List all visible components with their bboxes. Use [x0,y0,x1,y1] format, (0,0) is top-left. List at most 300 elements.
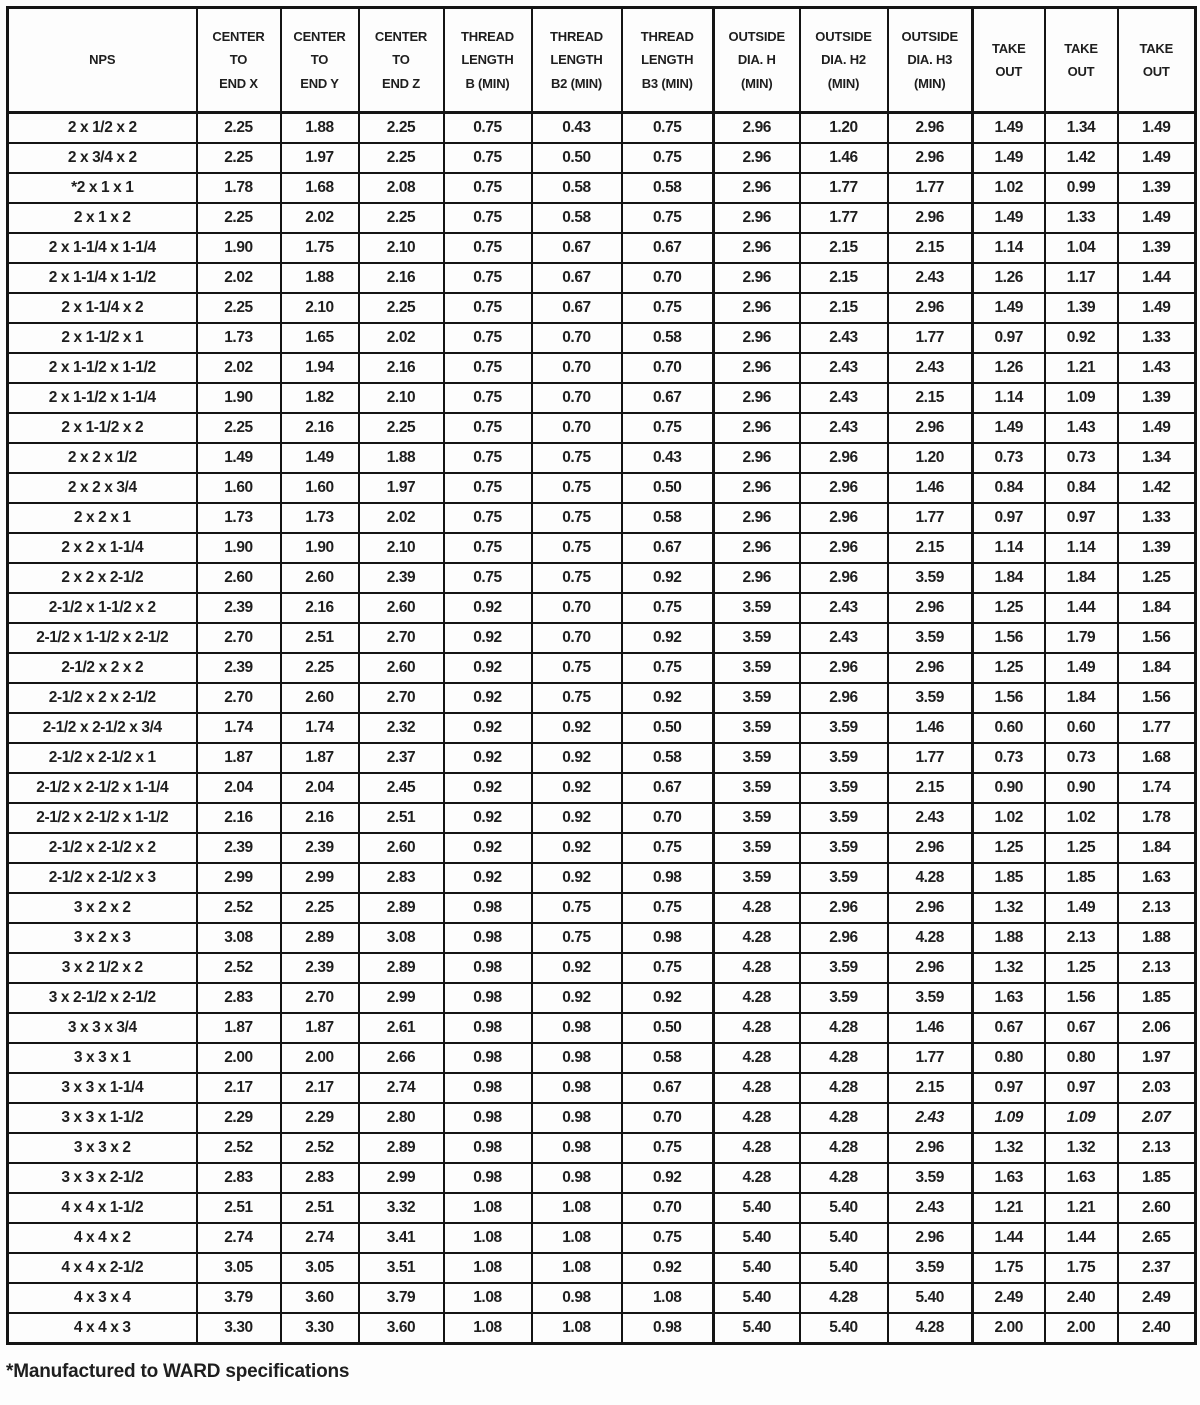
value-cell: 0.50 [622,473,714,503]
value-cell: 3.60 [281,1283,359,1313]
column-header-nps [8,8,197,113]
column-header-line: (MIN) [827,75,860,91]
table-row [8,173,1196,203]
value-cell: 0.97 [1045,1073,1118,1103]
table-row [8,1133,1196,1163]
nps-cell: 4 x 3 x 4 [8,1283,197,1313]
value-cell: 0.75 [444,563,532,593]
table-row [8,1253,1196,1283]
nps-cell: 2-1/2 x 2-1/2 x 3 [8,863,197,893]
value-cell: 0.98 [532,1283,622,1313]
value-cell: 2.43 [888,1103,973,1133]
value-cell: 0.98 [444,1103,532,1133]
value-cell: 2.16 [281,593,359,623]
value-cell: 0.58 [622,743,714,773]
value-cell: 1.34 [1045,113,1118,144]
value-cell: 3.59 [714,713,800,743]
value-cell: 3.59 [888,623,973,653]
value-cell: 2.70 [359,623,444,653]
value-cell: 5.40 [888,1283,973,1313]
value-cell: 2.60 [1118,1193,1196,1223]
table-body [8,113,1196,1344]
value-cell: 1.44 [973,1223,1045,1253]
value-cell: 2.25 [359,143,444,173]
value-cell: 1.56 [973,683,1045,713]
value-cell: 1.02 [973,803,1045,833]
value-cell: 1.78 [1118,803,1196,833]
value-cell: 2.96 [714,413,800,443]
column-header-line: TO [229,52,248,68]
value-cell: 1.49 [973,203,1045,233]
nps-cell: 2-1/2 x 2-1/2 x 3/4 [8,713,197,743]
value-cell: 0.92 [622,1253,714,1283]
value-cell: 0.70 [532,323,622,353]
value-cell: 2.15 [800,293,888,323]
value-cell: 2.96 [800,563,888,593]
value-cell: 0.58 [622,503,714,533]
nps-cell: 2-1/2 x 2-1/2 x 2 [8,833,197,863]
value-cell: 1.90 [197,233,281,263]
value-cell: 3.59 [800,983,888,1013]
value-cell: 0.75 [532,473,622,503]
value-cell: 0.75 [622,1223,714,1253]
value-cell: 2.80 [359,1103,444,1133]
value-cell: 1.02 [1045,803,1118,833]
nps-cell: 4 x 4 x 3 [8,1313,197,1344]
table-row [8,1193,1196,1223]
value-cell: 0.92 [532,863,622,893]
value-cell: 1.77 [800,173,888,203]
value-cell: 2.83 [197,983,281,1013]
table-row [8,1313,1196,1344]
nps-cell: 3 x 2 1/2 x 2 [8,953,197,983]
table-row [8,713,1196,743]
table-row [8,1103,1196,1133]
value-cell: 2.45 [359,773,444,803]
column-header-line: DIA. H [737,52,776,68]
value-cell: 2.04 [197,773,281,803]
value-cell: 0.80 [973,1043,1045,1073]
value-cell: 2.89 [359,953,444,983]
value-cell: 0.99 [1045,173,1118,203]
value-cell: 3.08 [359,923,444,953]
value-cell: 4.28 [714,1103,800,1133]
value-cell: 0.84 [1045,473,1118,503]
nps-cell: 3 x 3 x 2-1/2 [8,1163,197,1193]
value-cell: 0.70 [622,263,714,293]
column-header-line: DIA. H3 [907,52,953,68]
value-cell: 1.49 [973,113,1045,144]
value-cell: 1.77 [888,173,973,203]
value-cell: 2.39 [281,833,359,863]
value-cell: 0.67 [622,773,714,803]
value-cell: 0.75 [622,653,714,683]
value-cell: 2.51 [359,803,444,833]
value-cell: 3.59 [714,833,800,863]
value-cell: 2.52 [197,1133,281,1163]
value-cell: 1.14 [973,533,1045,563]
nps-cell: 2 x 1-1/2 x 1-1/4 [8,383,197,413]
value-cell: 2.40 [1118,1313,1196,1344]
value-cell: 1.77 [888,1043,973,1073]
value-cell: 4.28 [800,1043,888,1073]
value-cell: 1.49 [281,443,359,473]
column-header-line: THREAD [640,28,694,44]
value-cell: 3.05 [281,1253,359,1283]
value-cell: 2.70 [197,683,281,713]
value-cell: 1.87 [281,1013,359,1043]
value-cell: 1.46 [888,713,973,743]
value-cell: 2.37 [359,743,444,773]
value-cell: 3.59 [714,773,800,803]
value-cell: 1.39 [1118,173,1196,203]
value-cell: 0.92 [532,953,622,983]
value-cell: 2.61 [359,1013,444,1043]
value-cell: 0.73 [1045,743,1118,773]
value-cell: 0.60 [973,713,1045,743]
value-cell: 3.60 [359,1313,444,1344]
value-cell: 1.08 [532,1253,622,1283]
value-cell: 0.70 [622,353,714,383]
value-cell: 0.75 [444,383,532,413]
table-row [8,1073,1196,1103]
value-cell: 1.43 [1118,353,1196,383]
value-cell: 2.96 [714,533,800,563]
nps-cell: 2 x 1/2 x 2 [8,113,197,144]
nps-cell: 2 x 1-1/2 x 2 [8,413,197,443]
value-cell: 0.67 [532,293,622,323]
value-cell: 2.25 [197,293,281,323]
value-cell: 1.84 [1118,653,1196,683]
value-cell: 1.49 [973,293,1045,323]
value-cell: 5.40 [714,1313,800,1344]
column-header-line: B (MIN) [465,75,510,91]
value-cell: 2.03 [1118,1073,1196,1103]
value-cell: 3.59 [800,803,888,833]
value-cell: 2.66 [359,1043,444,1073]
value-cell: 0.73 [973,443,1045,473]
value-cell: 0.92 [444,653,532,683]
value-cell: 2.96 [888,833,973,863]
column-header-line: OUT [1142,64,1170,79]
value-cell: 4.28 [800,1103,888,1133]
value-cell: 2.04 [281,773,359,803]
value-cell: 0.58 [622,1043,714,1073]
value-cell: 2.00 [1045,1313,1118,1344]
value-cell: 0.90 [973,773,1045,803]
value-cell: 1.34 [1118,443,1196,473]
table-row [8,293,1196,323]
value-cell: 2.49 [973,1283,1045,1313]
value-cell: 2.17 [281,1073,359,1103]
value-cell: 3.59 [714,683,800,713]
value-cell: 2.96 [714,263,800,293]
value-cell: 0.75 [622,833,714,863]
value-cell: 4.28 [714,1163,800,1193]
value-cell: 0.67 [622,1073,714,1103]
value-cell: 0.92 [532,803,622,833]
value-cell: 0.75 [622,413,714,443]
column-header-take-out-1 [973,8,1045,113]
value-cell: 1.08 [622,1283,714,1313]
table-row [8,743,1196,773]
value-cell: 3.59 [800,743,888,773]
value-cell: 1.75 [973,1253,1045,1283]
value-cell: 1.25 [973,593,1045,623]
value-cell: 0.70 [622,1103,714,1133]
value-cell: 0.98 [444,1013,532,1043]
value-cell: 0.43 [622,443,714,473]
value-cell: 2.29 [197,1103,281,1133]
value-cell: 0.92 [444,803,532,833]
nps-cell: 2 x 2 x 3/4 [8,473,197,503]
value-cell: 1.88 [973,923,1045,953]
value-cell: 0.92 [532,743,622,773]
value-cell: 0.98 [532,1133,622,1163]
table-row [8,863,1196,893]
value-cell: 2.15 [888,1073,973,1103]
value-cell: 0.50 [622,713,714,743]
value-cell: 4.28 [800,1133,888,1163]
value-cell: 2.39 [359,563,444,593]
nps-cell: 2 x 2 x 1 [8,503,197,533]
value-cell: 2.96 [714,233,800,263]
value-cell: 1.33 [1118,323,1196,353]
value-cell: 1.44 [1045,1223,1118,1253]
value-cell: 0.97 [1045,503,1118,533]
value-cell: 0.80 [1045,1043,1118,1073]
value-cell: 2.96 [888,143,973,173]
table-row [8,1043,1196,1073]
value-cell: 0.84 [973,473,1045,503]
value-cell: 2.07 [1118,1103,1196,1133]
value-cell: 2.00 [281,1043,359,1073]
table-row [8,983,1196,1013]
value-cell: 1.65 [281,323,359,353]
value-cell: 4.28 [714,893,800,923]
value-cell: 2.02 [359,323,444,353]
value-cell: 2.43 [800,623,888,653]
value-cell: 0.92 [532,713,622,743]
table-row [8,623,1196,653]
value-cell: 1.33 [1118,503,1196,533]
value-cell: 2.70 [197,623,281,653]
table-row [8,683,1196,713]
table-row [8,443,1196,473]
value-cell: 1.21 [1045,1193,1118,1223]
value-cell: 1.02 [973,173,1045,203]
value-cell: 2.96 [800,653,888,683]
value-cell: 1.25 [973,653,1045,683]
value-cell: 0.75 [444,203,532,233]
value-cell: 1.97 [1118,1043,1196,1073]
value-cell: 1.85 [973,863,1045,893]
value-cell: 1.74 [281,713,359,743]
value-cell: 0.75 [444,113,532,144]
value-cell: 0.98 [444,1163,532,1193]
value-cell: 0.75 [444,503,532,533]
column-header-dia-h2 [800,8,888,113]
value-cell: 0.92 [444,713,532,743]
nps-cell: 2 x 1-1/4 x 2 [8,293,197,323]
nps-cell: 3 x 2-1/2 x 2-1/2 [8,983,197,1013]
value-cell: 0.67 [622,233,714,263]
value-cell: 1.94 [281,353,359,383]
value-cell: 2.25 [359,413,444,443]
value-cell: 4.28 [888,1313,973,1344]
value-cell: 1.85 [1118,983,1196,1013]
value-cell: 0.75 [444,233,532,263]
value-cell: 3.59 [800,953,888,983]
value-cell: 0.75 [532,533,622,563]
value-cell: 2.00 [197,1043,281,1073]
value-cell: 0.75 [444,293,532,323]
value-cell: 1.68 [281,173,359,203]
value-cell: 1.68 [1118,743,1196,773]
value-cell: 4.28 [714,1133,800,1163]
value-cell: 2.60 [359,833,444,863]
value-cell: 0.75 [532,683,622,713]
column-header-line: (MIN) [914,75,946,91]
value-cell: 2.96 [714,353,800,383]
value-cell: 2.96 [714,563,800,593]
value-cell: 2.96 [714,383,800,413]
nps-cell: 2 x 1-1/2 x 1 [8,323,197,353]
value-cell: 2.16 [281,413,359,443]
column-header-line: OUT [1067,64,1095,79]
value-cell: 2.60 [359,593,444,623]
value-cell: 0.98 [622,923,714,953]
column-header-line: OUT [995,64,1023,79]
footnote: *Manufactured to WARD specifications [6,1361,350,1382]
nps-cell: 2 x 2 x 1/2 [8,443,197,473]
value-cell: 4.28 [714,1043,800,1073]
value-cell: 2.96 [800,443,888,473]
value-cell: 1.63 [1118,863,1196,893]
nps-cell: 3 x 3 x 1-1/2 [8,1103,197,1133]
value-cell: 0.73 [973,743,1045,773]
column-header-dia-h3 [888,8,973,113]
value-cell: 1.46 [888,473,973,503]
value-cell: 1.73 [281,503,359,533]
value-cell: 1.49 [1118,203,1196,233]
value-cell: 0.70 [532,383,622,413]
value-cell: 2.13 [1118,953,1196,983]
value-cell: 2.16 [359,263,444,293]
value-cell: 1.14 [973,383,1045,413]
value-cell: 2.60 [197,563,281,593]
value-cell: 5.40 [800,1193,888,1223]
value-cell: 0.92 [444,593,532,623]
nps-cell: 4 x 4 x 1-1/2 [8,1193,197,1223]
value-cell: 0.75 [532,563,622,593]
column-header-line: END Z [381,75,420,91]
value-cell: 0.67 [532,233,622,263]
nps-cell: 2-1/2 x 1-1/2 x 2 [8,593,197,623]
value-cell: 2.96 [714,113,800,144]
value-cell: 2.96 [800,473,888,503]
table-row [8,503,1196,533]
value-cell: 0.75 [532,653,622,683]
value-cell: 3.59 [888,983,973,1013]
column-header-line: TAKE [991,40,1026,56]
value-cell: 2.96 [888,413,973,443]
value-cell: 3.59 [888,683,973,713]
value-cell: 0.92 [1045,323,1118,353]
column-header-line: OUTSIDE [901,28,958,44]
value-cell: 2.25 [281,893,359,923]
nps-cell: 4 x 4 x 2-1/2 [8,1253,197,1283]
value-cell: 0.98 [444,923,532,953]
value-cell: 2.25 [197,113,281,144]
nps-cell: 3 x 3 x 3/4 [8,1013,197,1043]
value-cell: 2.13 [1118,1133,1196,1163]
table-row [8,263,1196,293]
value-cell: 5.40 [714,1223,800,1253]
value-cell: 1.56 [1118,683,1196,713]
value-cell: 2.96 [800,683,888,713]
value-cell: 2.32 [359,713,444,743]
value-cell: 1.26 [973,353,1045,383]
value-cell: 0.58 [532,203,622,233]
value-cell: 0.67 [622,533,714,563]
value-cell: 0.90 [1045,773,1118,803]
nps-cell: 2 x 1-1/4 x 1-1/4 [8,233,197,263]
value-cell: 1.25 [1045,833,1118,863]
value-cell: 2.96 [714,173,800,203]
column-header-thread-b2 [532,8,622,113]
value-cell: 1.49 [1045,653,1118,683]
table-row [8,323,1196,353]
value-cell: 1.77 [1118,713,1196,743]
value-cell: 1.79 [1045,623,1118,653]
value-cell: 3.79 [359,1283,444,1313]
value-cell: 1.08 [444,1223,532,1253]
value-cell: 0.97 [973,1073,1045,1103]
value-cell: 4.28 [800,1283,888,1313]
value-cell: 0.98 [532,1073,622,1103]
value-cell: 0.75 [444,413,532,443]
value-cell: 0.92 [444,743,532,773]
value-cell: 0.58 [622,173,714,203]
value-cell: 0.98 [444,1073,532,1103]
value-cell: 1.44 [1118,263,1196,293]
table-row [8,413,1196,443]
value-cell: 4.28 [714,1073,800,1103]
value-cell: 2.15 [800,263,888,293]
table-row [8,383,1196,413]
value-cell: 0.75 [444,353,532,383]
value-cell: 1.63 [973,983,1045,1013]
value-cell: 2.08 [359,173,444,203]
value-cell: 0.92 [622,683,714,713]
column-header-line: LENGTH [461,52,514,68]
value-cell: 2.15 [888,773,973,803]
column-header-line: TAKE [1064,40,1098,56]
value-cell: 2.74 [359,1073,444,1103]
value-cell: 2.25 [359,293,444,323]
value-cell: 1.90 [197,383,281,413]
value-cell: 3.59 [888,1163,973,1193]
nps-cell: *2 x 1 x 1 [8,173,197,203]
value-cell: 1.42 [1118,473,1196,503]
value-cell: 2.16 [359,353,444,383]
value-cell: 2.43 [800,323,888,353]
value-cell: 2.25 [359,203,444,233]
value-cell: 3.59 [714,653,800,683]
value-cell: 0.98 [444,953,532,983]
value-cell: 1.25 [973,833,1045,863]
